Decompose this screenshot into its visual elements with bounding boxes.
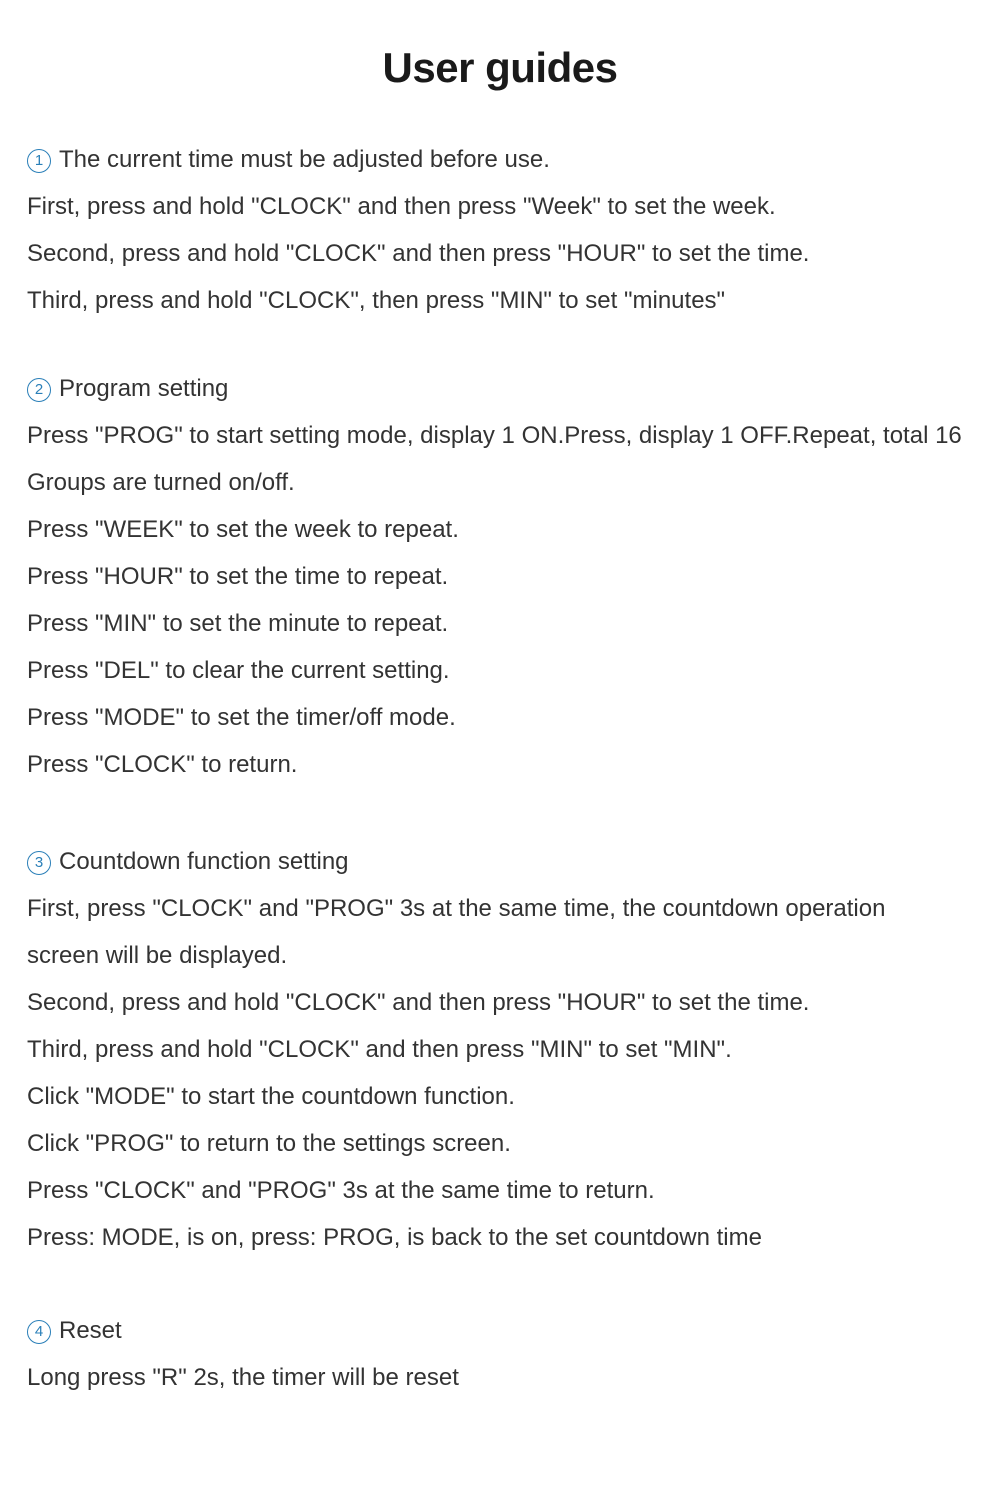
section-2-line-3: Press "WEEK" to set the week to repeat. [27, 516, 459, 543]
section-heading-text: The current time must be adjusted before use. [59, 146, 550, 173]
section-2-line-7: Press "MODE" to set the timer/off mode. [27, 704, 456, 731]
circled-number-2-icon: 2 [27, 378, 51, 402]
section-heading-text: Reset [59, 1317, 122, 1344]
section-3-line-3: Second, press and hold "CLOCK" and then press "HOUR" to set the time. [27, 989, 810, 1016]
section-2-line-8: Press "CLOCK" to return. [27, 751, 298, 778]
section-1-line-3: Third, press and hold "CLOCK", then press "MIN" to set "minutes" [27, 287, 726, 314]
section-3-line-5: Click "MODE" to start the countdown function. [27, 1083, 515, 1110]
section-heading-text: Program setting [59, 375, 229, 402]
section-2-line-5: Press "MIN" to set the minute to repeat. [27, 610, 449, 637]
section-4-heading [27, 1315, 987, 1347]
page-title: User guides [382, 44, 618, 91]
section-2-line-4: Press "HOUR" to set the time to repeat. [27, 563, 449, 590]
section-3-heading [27, 846, 987, 878]
section-2-line-6: Press "DEL" to clear the current setting. [27, 657, 450, 684]
section-3-line-6: Click "PROG" to return to the settings screen. [27, 1130, 511, 1157]
section-3-line-4: Third, press and hold "CLOCK" and then press "MIN" to set "MIN". [27, 1036, 732, 1063]
section-3-line-2: screen will be displayed. [27, 942, 288, 969]
section-3-line-8: Press: MODE, is on, press: PROG, is back to the set countdown time [27, 1224, 762, 1251]
section-2-heading [27, 373, 987, 405]
section-heading-text: Countdown function setting [59, 848, 349, 875]
circled-number-3-icon: 3 [27, 851, 51, 875]
section-1-line-2: Second, press and hold "CLOCK" and then press "HOUR" to set the time. [27, 240, 810, 267]
section-4-line-1: Long press "R" 2s, the timer will be reset [27, 1364, 459, 1391]
circled-number-4-icon: 4 [27, 1320, 51, 1344]
section-1-line-1: First, press and hold "CLOCK" and then press "Week" to set the week. [27, 193, 776, 220]
circled-number-1-icon: 1 [27, 149, 51, 173]
section-2-line-2: Groups are turned on/off. [27, 469, 295, 496]
section-1-heading [27, 144, 987, 176]
section-3-line-1: First, press "CLOCK" and "PROG" 3s at the same time, the countdown operation [27, 895, 886, 922]
section-2-line-1: Press "PROG" to start setting mode, display 1 ON.Press, display 1 OFF.Repeat, total 16 [27, 422, 962, 449]
section-3-line-7: Press "CLOCK" and "PROG" 3s at the same time to return. [27, 1177, 655, 1204]
